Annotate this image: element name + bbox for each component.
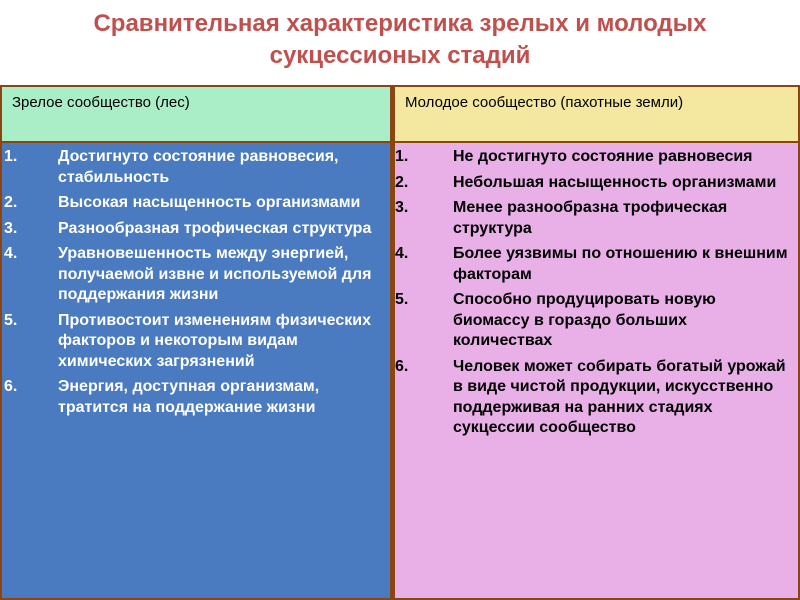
list-text: Человек может собирать богатый урожай в виде чистой продукции, искусственно поддерживая на ранних стадиях сукцессии сообщество — [453, 357, 786, 436]
list-text: Менее разнообразна трофическая структура — [453, 199, 728, 237]
young-trait-item — [395, 173, 798, 194]
list-number: 6. — [4, 378, 18, 395]
list-text: Уравновешенность между энергией, получаемой извне и используемой для поддержания жизни — [58, 245, 372, 303]
comparison-table — [0, 85, 800, 600]
column-young-community — [392, 143, 800, 600]
mature-trait-item — [2, 377, 390, 418]
column-mature-community — [0, 143, 392, 600]
list-number: 3. — [4, 219, 18, 237]
list-text: Способно продуцировать новую биомассу в гораздо больших количествах — [453, 291, 716, 349]
mature-traits-list — [2, 143, 390, 418]
list-number: 3. — [395, 199, 409, 216]
young-trait-item — [395, 147, 798, 168]
list-text: Достигнуто состояние равновесия, стабильность — [58, 148, 339, 186]
mature-trait-item — [2, 147, 390, 188]
list-number: 6. — [395, 357, 409, 375]
young-trait-item — [395, 244, 798, 285]
young-traits-list — [395, 143, 798, 439]
list-number: 4. — [395, 245, 409, 262]
slide-title — [0, 8, 800, 72]
header-young-community: Молодое сообщество (пахотные земли) — [392, 85, 800, 143]
list-text: Противостоит изменениям физических факторов и некоторым видам химических загрязнений — [58, 311, 371, 370]
list-text: Энергия, доступная организмам, тратится на поддержание жизни — [58, 378, 320, 416]
mature-trait-item — [2, 311, 390, 373]
list-text: Разнообразная трофическая структура — [58, 219, 372, 237]
list-number: 5. — [395, 291, 409, 308]
young-trait-item — [395, 290, 798, 352]
list-number: 2. — [395, 173, 409, 191]
mature-trait-item — [2, 193, 390, 214]
list-number: 2. — [4, 194, 18, 211]
list-number: 5. — [4, 311, 18, 329]
mature-trait-item — [2, 244, 390, 306]
list-text: Более уязвимы по отношению к внешним факторам — [453, 245, 788, 283]
mature-trait-item — [2, 219, 390, 240]
list-number: 4. — [4, 245, 18, 262]
young-trait-item — [395, 357, 798, 439]
young-trait-item — [395, 198, 798, 239]
list-number: 1. — [395, 148, 409, 165]
title-line-2: сукцессионых стадий — [269, 42, 531, 69]
list-text: Высокая насыщенность организмами — [58, 194, 361, 211]
title-line-1: Сравнительная характеристика зрелых и молодых — [93, 10, 707, 37]
list-text: Небольшая насыщенность организмами — [453, 173, 777, 191]
header-mature-community: Зрелое сообщество (лес) — [0, 85, 392, 143]
list-text: Не достигнуто состояние равновесия — [453, 148, 753, 165]
list-number: 1. — [4, 148, 18, 165]
